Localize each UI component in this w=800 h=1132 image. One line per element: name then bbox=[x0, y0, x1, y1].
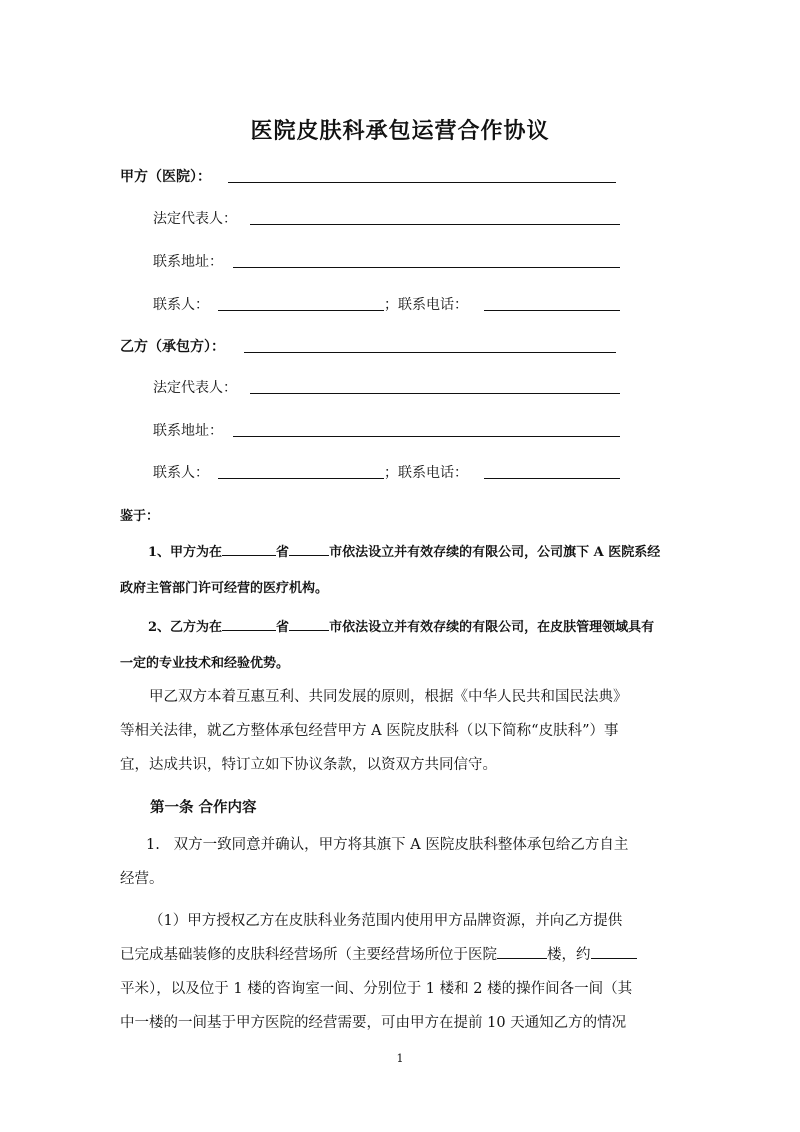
clause-1-1-area-blank bbox=[591, 946, 637, 959]
recital-2-city-blank bbox=[289, 618, 329, 631]
party-a-address-line bbox=[233, 267, 620, 268]
clause-1-1-line3: 平米），以及位于 1 楼的咨询室一间、分别位于 1 楼和 2 楼的操作间各一间（其 bbox=[120, 981, 633, 997]
clause-1 bbox=[120, 828, 682, 896]
party-b-legal-rep-line bbox=[250, 393, 620, 394]
recital-1-prefix: 1、甲方为在 bbox=[148, 545, 223, 560]
party-b-phone-line bbox=[484, 478, 620, 479]
party-a-contact-label: 联系人： bbox=[153, 297, 209, 313]
document-title: 医院皮肤科承包运营合作协议 bbox=[250, 118, 550, 144]
party-b-contact-line bbox=[218, 478, 384, 479]
clause-1-num: 1. bbox=[146, 837, 160, 853]
recital-1-mid1: 省 bbox=[276, 545, 290, 560]
party-a-contact-line bbox=[218, 310, 384, 311]
party-a-label: 甲方（医院）： bbox=[120, 169, 211, 185]
recital-2-province-blank bbox=[222, 618, 276, 631]
clause-1-1-line4: 中一楼的一间基于甲方医院的经营需要，可由甲方在提前 10 天通知乙方的情况 bbox=[120, 1015, 627, 1031]
recital-1-mid2: 市依法设立并有效存续的有限公司，公司旗下 A 医院系经 bbox=[329, 545, 661, 560]
recital-1 bbox=[120, 535, 682, 607]
clause-1-1 bbox=[120, 904, 682, 1040]
party-b-address-label: 联系地址： bbox=[153, 423, 223, 439]
recital-1-city-blank bbox=[289, 543, 329, 556]
clause-1-1-line2a: 已完成基础装修的皮肤科经营场所（主要经营场所位于医院 bbox=[120, 947, 497, 963]
recital-2-mid2: 市依法设立并有效存续的有限公司，在皮肤管理领域具有 bbox=[329, 620, 655, 635]
recital-1-line2: 政府主管部门许可经营的医疗机构。 bbox=[120, 581, 329, 596]
recital-2-line2: 一定的专业技术和经验优势。 bbox=[120, 656, 290, 671]
preamble-line2: 等相关法律，就乙方整体承包经营甲方 A 医院皮肤科（以下简称“皮肤科”）事 bbox=[120, 723, 619, 739]
party-a-phone-line bbox=[484, 310, 620, 311]
party-a-legal-rep-label: 法定代表人： bbox=[153, 211, 237, 227]
party-a-legal-rep-line bbox=[250, 224, 620, 225]
clause-1-line1: 双方一致同意并确认，甲方将其旗下 A 医院皮肤科整体承包给乙方自主 bbox=[173, 837, 629, 853]
clause-1-1-line1: （1）甲方授权乙方在皮肤科业务范围内使用甲方品牌资源，并向乙方提供 bbox=[149, 913, 623, 929]
party-b-address-line bbox=[233, 436, 620, 437]
preamble bbox=[120, 680, 682, 782]
clause-1-1-floor-blank bbox=[497, 946, 547, 959]
party-b-name-line bbox=[244, 352, 616, 353]
clause-1-line2: 经营。 bbox=[120, 871, 164, 887]
party-a-phone-label: ；联系电话： bbox=[384, 297, 468, 313]
article-1-heading: 第一条 合作内容 bbox=[150, 799, 257, 816]
recital-2 bbox=[120, 610, 682, 682]
whereas-label: 鉴于： bbox=[120, 509, 160, 524]
party-b-contact-label: 联系人： bbox=[153, 465, 209, 481]
clause-1-1-line2b: 楼，约 bbox=[547, 947, 591, 963]
page-number: 1 bbox=[396, 1052, 404, 1065]
party-a-name-line bbox=[228, 182, 616, 183]
party-b-phone-label: ；联系电话： bbox=[384, 465, 468, 481]
party-b-label: 乙方（承包方）： bbox=[120, 339, 225, 355]
recital-2-prefix: 2、乙方为在 bbox=[148, 620, 223, 635]
preamble-line1: 甲乙双方本着互惠互利、共同发展的原则，根据《中华人民共和国民法典》 bbox=[149, 689, 628, 705]
preamble-line3: 宜，达成共识，特订立如下协议条款，以资双方共同信守。 bbox=[120, 757, 497, 773]
party-a-address-label: 联系地址： bbox=[153, 254, 223, 270]
party-b-legal-rep-label: 法定代表人： bbox=[153, 380, 237, 396]
recital-2-mid1: 省 bbox=[276, 620, 290, 635]
recital-1-province-blank bbox=[222, 543, 276, 556]
